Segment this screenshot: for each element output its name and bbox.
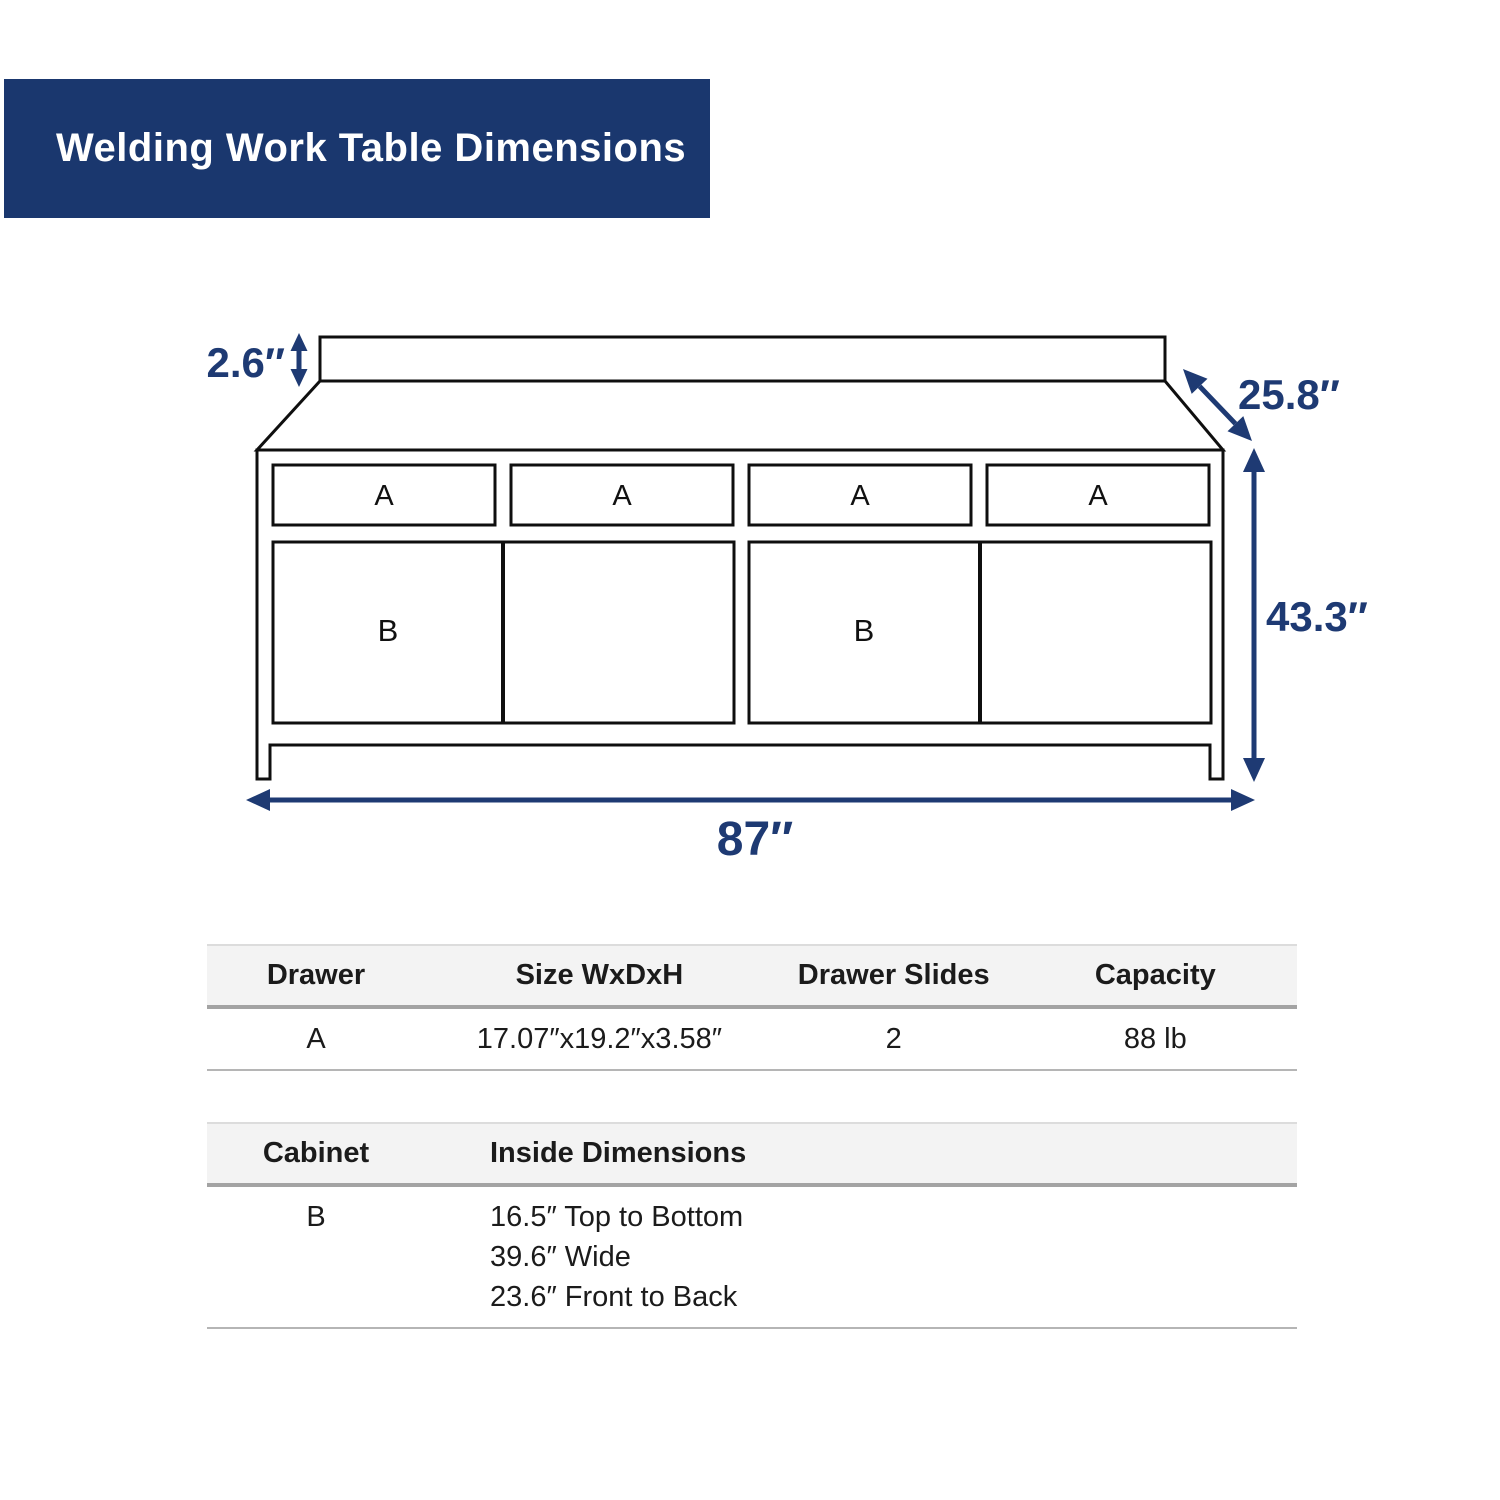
drawer-capacity-cell: 88 lb — [1123, 1022, 1187, 1055]
backsplash-height-arrow — [291, 333, 308, 387]
inside-dimension-line: 16.5″ Top to Bottom — [490, 1201, 744, 1233]
cabinet-dimensions-cell — [425, 1187, 1297, 1327]
table-row — [207, 1009, 1297, 1071]
table-row — [207, 1187, 1297, 1329]
column-header: Capacity — [1094, 959, 1216, 991]
column-header: Size WxDxH — [515, 959, 684, 991]
drawer-label: A — [612, 480, 632, 512]
inside-dimension-line: 23.6″ Front to Back — [490, 1281, 738, 1313]
drawer-size-cell: 17.07″x19.2″x3.58″ — [476, 1022, 723, 1055]
drawer-label: A — [1088, 480, 1108, 512]
cabinet-label: B — [853, 613, 875, 648]
cabinet-table-header-row — [207, 1122, 1297, 1187]
cabinet-id-cell: B — [306, 1201, 326, 1233]
width-arrow — [246, 789, 1255, 811]
drawer-id-cell: A — [306, 1022, 326, 1055]
width-label: 87″ — [716, 813, 794, 866]
cabinet-label: B — [377, 613, 399, 648]
depth-label: 25.8″ — [1238, 371, 1340, 418]
drawer-spec-table — [207, 944, 1297, 1071]
column-header: Drawer Slides — [797, 959, 990, 991]
tabletop-outline — [257, 381, 1223, 450]
height-arrow — [1243, 448, 1265, 782]
backsplash-outline — [320, 337, 1165, 381]
drawer-table-header-row — [207, 944, 1297, 1009]
drawer-label: A — [850, 480, 870, 512]
column-header: Drawer — [266, 959, 366, 991]
column-header: Cabinet — [262, 1137, 370, 1169]
height-label: 43.3″ — [1266, 593, 1368, 640]
column-header: Inside Dimensions — [490, 1137, 747, 1169]
page-title: Welding Work Table Dimensions — [56, 126, 687, 170]
drawer-label: A — [374, 480, 394, 512]
inside-dimension-line: 39.6″ Wide — [490, 1241, 631, 1273]
backsplash-height-label: 2.6″ — [206, 339, 285, 386]
cabinet-spec-table — [207, 1122, 1297, 1329]
drawer-slides-cell: 2 — [885, 1022, 902, 1055]
